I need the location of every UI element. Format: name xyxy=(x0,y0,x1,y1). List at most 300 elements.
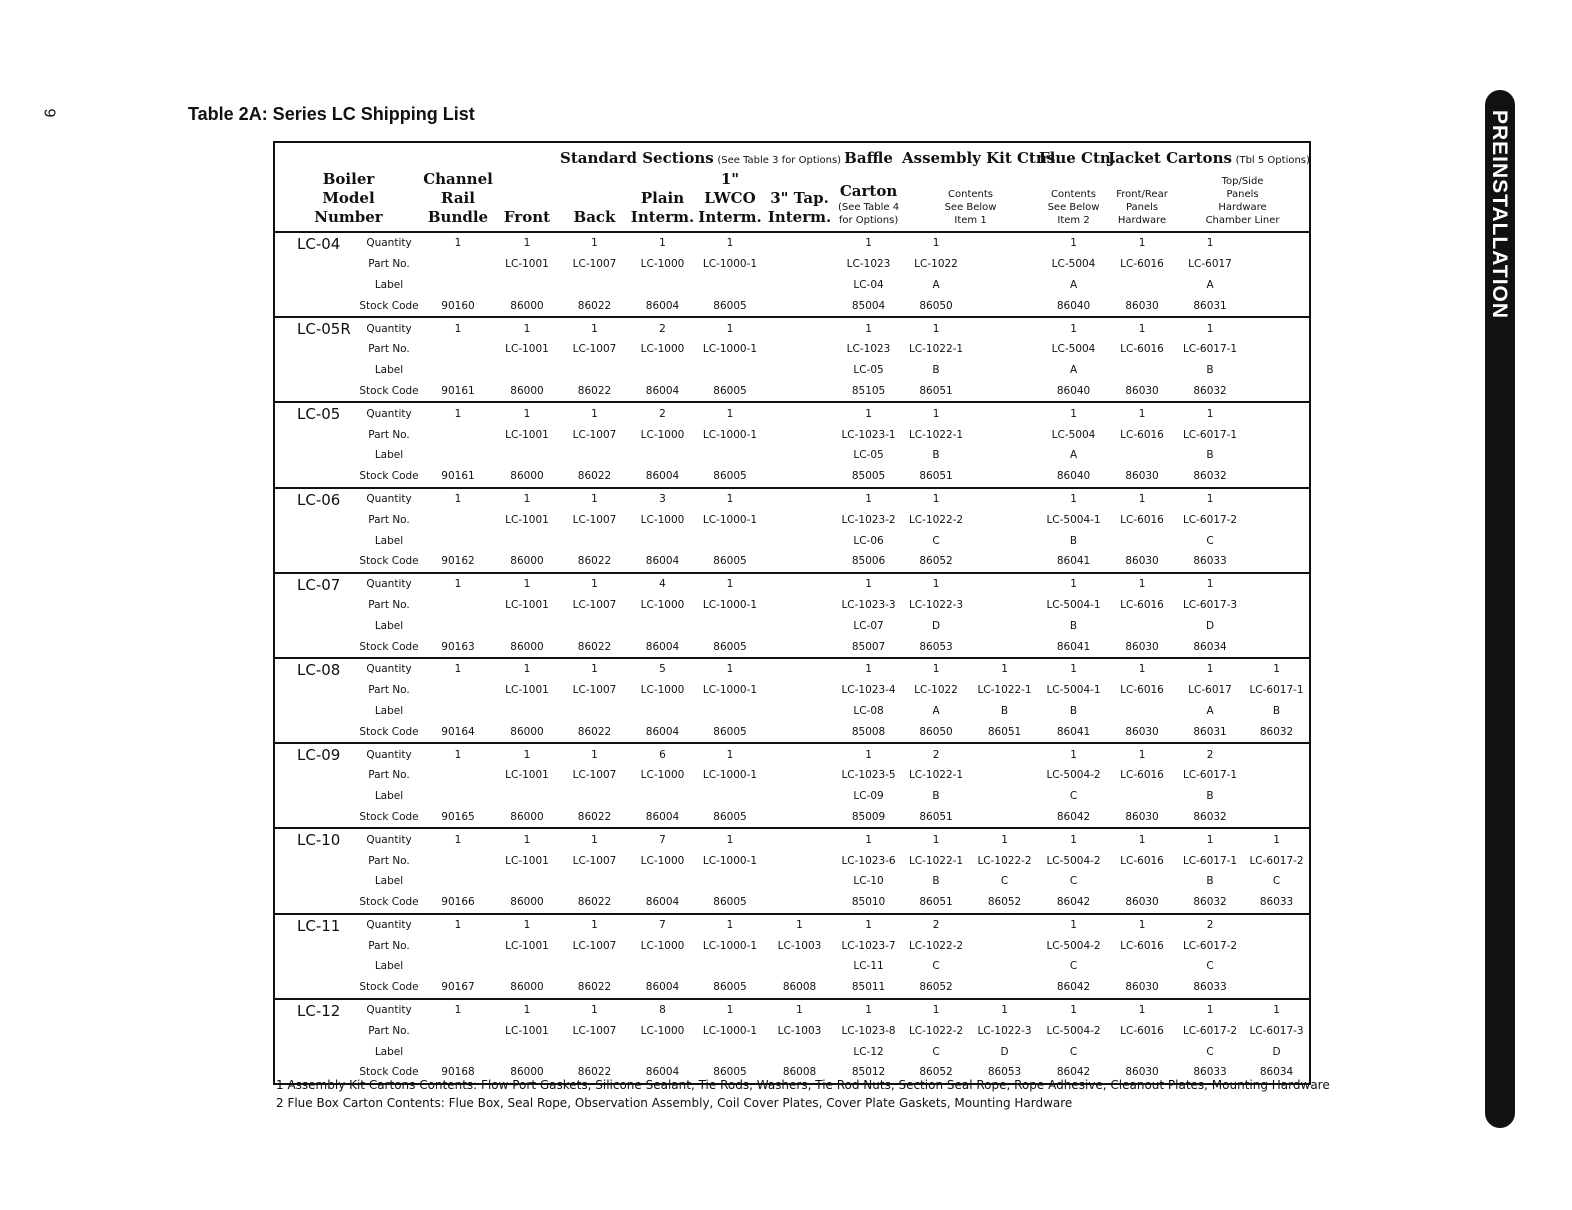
table-cell: 1 xyxy=(865,237,872,250)
row-label: Part No. xyxy=(368,939,410,952)
row-label: Quantity xyxy=(366,1004,412,1017)
table-cell: LC-1000-1 xyxy=(702,428,758,441)
table-cell xyxy=(560,615,629,636)
table-cell: LC-1001 xyxy=(505,769,549,782)
table-cell: 1 xyxy=(865,322,872,335)
row-label: Part No. xyxy=(368,428,410,441)
table-row xyxy=(274,871,1310,892)
table-cell xyxy=(1108,701,1176,722)
table-cell: LC-1023-5 xyxy=(841,769,896,782)
table-cell xyxy=(764,232,835,254)
table-cell xyxy=(422,275,494,296)
table-cell: 1 xyxy=(865,578,872,591)
table-cell xyxy=(764,573,835,595)
table-cell xyxy=(422,1020,494,1041)
table-cell: LC-1000 xyxy=(640,428,685,441)
table-cell: 86030 xyxy=(1125,810,1159,823)
table-cell xyxy=(696,275,764,296)
table-cell: 86004 xyxy=(645,299,680,312)
table-cell: 86030 xyxy=(1125,1066,1159,1079)
table-cell: LC-1000-1 xyxy=(702,854,758,867)
table-cell: LC-1022-1 xyxy=(908,769,964,782)
table-cell xyxy=(970,254,1039,275)
table-cell xyxy=(764,765,835,786)
table-cell: 86008 xyxy=(782,1066,817,1079)
table-cell: 1 xyxy=(932,407,940,420)
table-cell: D xyxy=(1000,1045,1009,1058)
row-label: Part No. xyxy=(368,684,410,697)
table-row xyxy=(274,530,1310,551)
table-cell: LC-1022-1 xyxy=(908,343,964,356)
table-cell: 86032 xyxy=(1259,725,1294,738)
table-cell: 86050 xyxy=(919,725,953,738)
shipping-list-table xyxy=(273,141,1311,1085)
table-cell: 1 xyxy=(1273,833,1280,846)
table-cell: LC-1007 xyxy=(572,684,617,697)
table-cell xyxy=(764,850,835,871)
table-cell xyxy=(764,295,835,317)
table-cell: 86033 xyxy=(1193,555,1227,568)
table-cell xyxy=(970,530,1039,551)
table-cell: LC-6016 xyxy=(1120,939,1164,952)
table-cell: 2 xyxy=(1206,748,1214,761)
table-cell: 1 xyxy=(726,1004,734,1017)
table-cell xyxy=(764,445,835,466)
plain-interm-header: Plain Interm. xyxy=(630,189,695,226)
table-row xyxy=(274,488,1310,510)
table-cell: 86030 xyxy=(1125,981,1159,994)
table-cell: LC-5004 xyxy=(1051,343,1096,356)
table-cell xyxy=(1108,530,1176,551)
table-cell: 86000 xyxy=(510,384,544,397)
jacket-cartons-header: Jacket Cartons (Tbl 5 Options) xyxy=(1108,149,1310,167)
table-cell: 1 xyxy=(454,322,462,335)
row-label: Label xyxy=(374,534,404,547)
table-cell xyxy=(970,956,1039,977)
table-cell: LC-1023-2 xyxy=(841,513,896,526)
table-cell: LC-1000-1 xyxy=(702,939,758,952)
table-cell: 86004 xyxy=(645,981,680,994)
table-cell xyxy=(1244,615,1310,636)
table-cell: 86042 xyxy=(1056,1066,1091,1079)
table-cell: 86005 xyxy=(713,725,747,738)
table-cell: 7 xyxy=(659,918,666,931)
table-cell: 1 xyxy=(591,237,598,250)
table-cell: 1 xyxy=(1273,663,1280,676)
table-cell xyxy=(1108,275,1176,296)
table-cell xyxy=(696,1041,764,1062)
model-number: LC-11 xyxy=(297,916,341,935)
table-cell: 1 xyxy=(865,492,872,505)
table-cell: LC-6017-1 xyxy=(1182,343,1238,356)
table-cell: LC-1007 xyxy=(572,258,617,271)
table-cell: LC-1000-1 xyxy=(702,684,758,697)
row-label: Stock Code xyxy=(359,896,419,909)
table-cell: C xyxy=(1000,875,1009,888)
table-cell: LC-1003 xyxy=(777,939,822,952)
model-number: LC-09 xyxy=(297,746,341,765)
table-cell: LC-1000 xyxy=(640,854,685,867)
table-cell xyxy=(1244,530,1310,551)
table-cell xyxy=(970,573,1039,595)
table-cell: LC-6016 xyxy=(1120,428,1164,441)
model-number: LC-08 xyxy=(297,660,341,679)
table-cell: LC-1000-1 xyxy=(702,598,758,611)
back-header: Back xyxy=(573,208,616,226)
table-row xyxy=(274,402,1310,424)
table-cell: 86000 xyxy=(510,981,544,994)
table-cell xyxy=(1244,381,1310,403)
table-cell xyxy=(560,701,629,722)
table-cell xyxy=(1108,615,1176,636)
table-cell: 1 xyxy=(591,833,598,846)
table-row xyxy=(274,573,1310,595)
table-cell: LC-1023-8 xyxy=(841,1024,896,1037)
table-cell: 1 xyxy=(796,1004,803,1017)
table-cell: 7 xyxy=(659,833,666,846)
table-cell: 1 xyxy=(1138,407,1146,420)
table-cell: LC-6016 xyxy=(1120,598,1164,611)
table-cell: 90164 xyxy=(441,725,475,738)
table-cell: 1 xyxy=(1206,663,1214,676)
table-cell: 1 xyxy=(1070,237,1077,250)
table-cell: 1 xyxy=(1070,1004,1077,1017)
table-row xyxy=(274,956,1310,977)
row-label: Part No. xyxy=(368,343,410,356)
table-row xyxy=(274,254,1310,275)
table-cell xyxy=(422,615,494,636)
table-cell xyxy=(1244,636,1310,658)
table-cell: B xyxy=(1069,704,1078,717)
table-cell: 1 xyxy=(1001,833,1008,846)
table-row xyxy=(274,807,1310,829)
table-cell xyxy=(696,360,764,381)
table-cell: 86040 xyxy=(1056,384,1091,397)
table-cell xyxy=(560,1041,629,1062)
row-label: Quantity xyxy=(366,578,412,591)
table-cell xyxy=(422,509,494,530)
table-row xyxy=(274,424,1310,445)
table-cell: 86005 xyxy=(713,810,747,823)
table-cell xyxy=(1108,871,1176,892)
table-cell: D xyxy=(1205,619,1215,632)
table-cell: 4 xyxy=(659,578,666,591)
table-cell: 6 xyxy=(659,748,666,761)
table-cell xyxy=(696,445,764,466)
table-cell: 86032 xyxy=(1193,384,1227,397)
table-cell xyxy=(970,339,1039,360)
table-cell: 86041 xyxy=(1056,640,1091,653)
table-cell: 1 xyxy=(591,322,598,335)
table-cell: 1 xyxy=(454,918,462,931)
lwco-interm-header: 1" LWCO Interm. xyxy=(698,170,762,226)
table-row xyxy=(274,743,1310,765)
table-cell: LC-1000 xyxy=(640,769,685,782)
table-cell: 86040 xyxy=(1056,299,1091,312)
table-cell: 86004 xyxy=(645,896,680,909)
table-cell: 1 xyxy=(454,492,462,505)
table-cell: LC-5004-2 xyxy=(1046,939,1101,952)
table-cell: 86004 xyxy=(645,725,680,738)
table-cell xyxy=(422,445,494,466)
table-cell: LC-1023-6 xyxy=(841,854,896,867)
table-row xyxy=(274,680,1310,701)
table-cell: C xyxy=(1069,960,1078,973)
table-cell xyxy=(764,424,835,445)
table-title: Table 2A: Series LC Shipping List xyxy=(188,104,475,124)
table-row xyxy=(274,636,1310,658)
table-cell xyxy=(764,956,835,977)
table-cell xyxy=(560,871,629,892)
table-cell: LC-1022-2 xyxy=(908,939,964,952)
table-cell: 86030 xyxy=(1125,384,1159,397)
row-label: Quantity xyxy=(366,918,412,931)
table-cell xyxy=(629,786,696,807)
table-cell: 1 xyxy=(523,492,531,505)
table-cell: 86030 xyxy=(1125,640,1159,653)
front-header: Front xyxy=(503,208,551,226)
row-label: Stock Code xyxy=(359,555,419,568)
table-cell: 85004 xyxy=(851,299,886,312)
row-label: Stock Code xyxy=(359,725,419,738)
table-cell: 86022 xyxy=(577,810,612,823)
table-cell: LC-1022 xyxy=(914,258,958,271)
table-cell: 86022 xyxy=(577,1066,612,1079)
table-cell: LC-6017 xyxy=(1188,258,1232,271)
table-cell: 86051 xyxy=(919,810,953,823)
table-cell: 1 xyxy=(591,1004,598,1017)
table-cell: LC-1001 xyxy=(505,684,549,697)
table-cell xyxy=(494,786,560,807)
table-cell xyxy=(560,956,629,977)
table-cell: LC-1001 xyxy=(505,1024,549,1037)
table-cell: B xyxy=(1069,619,1078,632)
table-cell xyxy=(629,1041,696,1062)
table-cell: LC-05 xyxy=(853,449,884,462)
table-cell: LC-1023-1 xyxy=(841,428,896,441)
table-row xyxy=(274,360,1310,381)
table-cell: 1 xyxy=(932,663,940,676)
table-cell xyxy=(764,1041,835,1062)
header-column-row xyxy=(274,167,1310,232)
table-cell xyxy=(970,445,1039,466)
table-cell: 1 xyxy=(523,578,531,591)
row-label: Part No. xyxy=(368,598,410,611)
row-label: Quantity xyxy=(366,407,412,420)
table-cell: 85105 xyxy=(851,384,886,397)
table-cell: 1 xyxy=(1138,237,1146,250)
table-cell: 86030 xyxy=(1125,470,1159,483)
table-cell: 86053 xyxy=(987,1066,1022,1079)
table-cell xyxy=(1244,595,1310,616)
table-cell xyxy=(970,232,1039,254)
table-cell: 86000 xyxy=(510,640,544,653)
table-cell xyxy=(422,360,494,381)
table-cell: LC-6017-3 xyxy=(1182,598,1238,611)
front-rear-panels-header: Front/Rear Panels Hardware xyxy=(1116,189,1168,226)
table-cell xyxy=(494,1041,560,1062)
table-row xyxy=(274,339,1310,360)
table-cell: LC-1000 xyxy=(640,343,685,356)
table-cell xyxy=(1108,360,1176,381)
table-cell: 1 xyxy=(523,748,531,761)
table-cell: LC-1007 xyxy=(572,1024,617,1037)
table-cell xyxy=(422,956,494,977)
table-cell: LC-1000-1 xyxy=(702,1024,758,1037)
table-cell xyxy=(970,765,1039,786)
table-cell: LC-6017-2 xyxy=(1182,1024,1238,1037)
table-cell: 86030 xyxy=(1125,725,1159,738)
page-number: 9 xyxy=(40,108,58,118)
table-cell: LC-6016 xyxy=(1120,343,1164,356)
row-label: Label xyxy=(374,619,404,632)
table-cell: B xyxy=(1206,449,1214,462)
table-cell: 86000 xyxy=(510,725,544,738)
row-label: Stock Code xyxy=(359,810,419,823)
table-cell: 1 xyxy=(1138,1004,1146,1017)
table-cell xyxy=(1244,317,1310,339)
table-cell: 85010 xyxy=(851,896,886,909)
table-cell xyxy=(1244,509,1310,530)
table-cell: 1 xyxy=(591,918,598,931)
table-cell xyxy=(494,956,560,977)
table-cell: LC-1001 xyxy=(505,513,549,526)
table-cell xyxy=(764,402,835,424)
table-cell xyxy=(764,743,835,765)
table-cell xyxy=(629,530,696,551)
table-cell: 1 xyxy=(1138,663,1146,676)
table-cell xyxy=(764,317,835,339)
table-cell: LC-05 xyxy=(853,364,884,377)
table-cell: 1 xyxy=(454,578,462,591)
table-cell: LC-1000 xyxy=(640,598,685,611)
table-cell: 1 xyxy=(1206,322,1214,335)
table-cell: 1 xyxy=(1138,918,1146,931)
table-cell xyxy=(696,701,764,722)
table-cell: 1 xyxy=(523,918,531,931)
table-cell xyxy=(422,254,494,275)
table-cell xyxy=(1244,339,1310,360)
table-cell: 86008 xyxy=(782,981,817,994)
table-cell: 1 xyxy=(865,833,872,846)
row-label: Label xyxy=(374,1045,404,1058)
model-number: LC-07 xyxy=(297,575,341,594)
table-cell: 86051 xyxy=(987,725,1022,738)
table-cell: 1 xyxy=(1206,407,1214,420)
model-number: LC-05R xyxy=(297,320,351,339)
table-cell xyxy=(696,956,764,977)
table-cell xyxy=(1108,786,1176,807)
table-cell: 90167 xyxy=(441,981,475,994)
table-cell: 1 xyxy=(1138,578,1146,591)
table-cell: 85008 xyxy=(851,725,886,738)
model-number: LC-05 xyxy=(297,405,341,424)
table-row xyxy=(274,317,1310,339)
table-cell: 90161 xyxy=(441,470,475,483)
table-cell: 1 xyxy=(1138,492,1146,505)
table-cell: 1 xyxy=(726,833,734,846)
row-label: Quantity xyxy=(366,237,412,250)
table-cell: 86051 xyxy=(919,384,953,397)
table-cell xyxy=(560,275,629,296)
table-cell: 86030 xyxy=(1125,299,1159,312)
table-cell: 86052 xyxy=(987,896,1022,909)
table-cell xyxy=(629,275,696,296)
table-cell xyxy=(764,551,835,573)
assembly-kit-header: Assembly Kit Ctns. xyxy=(902,149,1061,167)
table-cell: A xyxy=(932,704,940,717)
row-label: Label xyxy=(374,704,404,717)
table-cell: 86022 xyxy=(577,384,612,397)
table-cell: LC-6017-1 xyxy=(1249,684,1304,697)
table-cell xyxy=(970,786,1039,807)
table-cell: 1 xyxy=(726,407,734,420)
table-cell xyxy=(494,445,560,466)
table-cell: LC-5004 xyxy=(1051,428,1096,441)
table-cell: B xyxy=(1272,704,1281,717)
table-cell: 5 xyxy=(659,663,666,676)
table-cell: 86052 xyxy=(919,1066,953,1079)
table-cell: B xyxy=(932,790,940,803)
table-cell: 1 xyxy=(523,833,531,846)
table-cell: 90166 xyxy=(441,896,475,909)
table-cell: 1 xyxy=(932,578,940,591)
table-cell: 86033 xyxy=(1193,981,1227,994)
table-cell xyxy=(970,551,1039,573)
table-cell: LC-1000-1 xyxy=(702,343,758,356)
boiler-model-header: Boiler Model Number xyxy=(314,170,383,226)
table-cell: 86051 xyxy=(919,896,953,909)
row-label: Part No. xyxy=(368,258,410,271)
table-cell: LC-6016 xyxy=(1120,854,1164,867)
table-row xyxy=(274,295,1310,317)
table-cell: LC-6017-2 xyxy=(1182,513,1238,526)
table-cell: LC-1007 xyxy=(572,343,617,356)
table-cell: LC-1000-1 xyxy=(702,769,758,782)
table-cell xyxy=(560,786,629,807)
table-cell xyxy=(422,871,494,892)
table-cell: 86034 xyxy=(1193,640,1227,653)
table-cell xyxy=(764,530,835,551)
baffle-header-top: Baffle xyxy=(844,149,893,167)
table-cell xyxy=(422,765,494,786)
table-cell: LC-6017-1 xyxy=(1182,769,1238,782)
header-group-row xyxy=(274,142,1310,167)
table-cell: 1 xyxy=(591,748,598,761)
table-cell: 86034 xyxy=(1259,1066,1294,1079)
table-cell: LC-1022-2 xyxy=(908,1024,964,1037)
table-cell xyxy=(494,871,560,892)
table-cell xyxy=(629,360,696,381)
table-cell: 1 xyxy=(932,833,940,846)
row-label: Stock Code xyxy=(359,981,419,994)
table-cell: LC-1022-1 xyxy=(908,854,964,867)
table-cell: 1 xyxy=(726,322,734,335)
table-cell: 85005 xyxy=(851,470,886,483)
table-cell xyxy=(764,339,835,360)
row-label: Quantity xyxy=(366,492,412,505)
table-cell: 2 xyxy=(659,322,666,335)
table-cell: B xyxy=(1206,364,1214,377)
table-cell: LC-07 xyxy=(853,619,884,632)
table-cell: 1 xyxy=(659,237,666,250)
row-label: Part No. xyxy=(368,769,410,782)
table-cell: LC-06 xyxy=(853,534,884,547)
table-cell: 86005 xyxy=(713,555,747,568)
table-row xyxy=(274,828,1310,850)
table-cell: LC-1022-3 xyxy=(977,1024,1032,1037)
table-row xyxy=(274,935,1310,956)
